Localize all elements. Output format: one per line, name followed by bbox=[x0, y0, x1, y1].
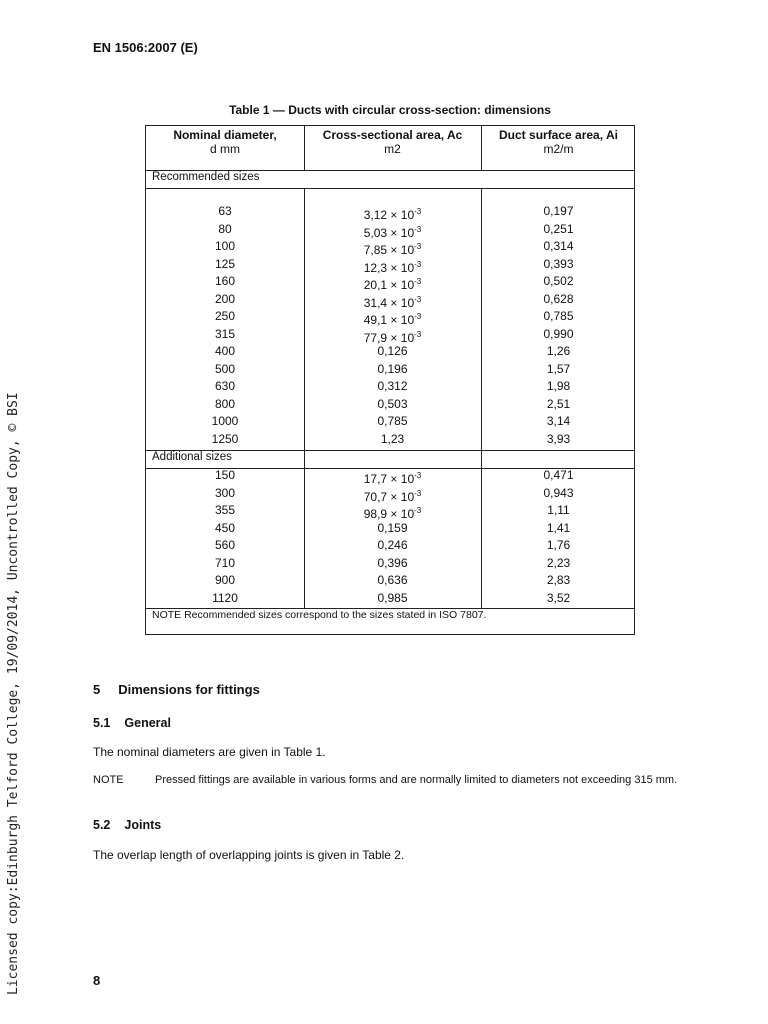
cell-diameter: 900 bbox=[214, 573, 236, 587]
section-title: General bbox=[124, 716, 171, 730]
cell-diameter: 800 bbox=[214, 396, 236, 411]
cell-surface: 0,990 bbox=[543, 326, 574, 341]
section-number: 5 bbox=[93, 682, 101, 697]
cell-area: $3,12 \times 10^{-3}$ bbox=[363, 207, 422, 222]
cell-surface: 0,197 bbox=[543, 204, 574, 218]
cell-surface: 1,41 bbox=[546, 520, 571, 535]
cell-surface: 0,471 bbox=[543, 468, 574, 482]
table-note: NOTE Recommended sizes correspond to the sizes stated in ISO 7807. bbox=[152, 609, 487, 621]
section-5-1-text: The nominal diameters are given in Table 1. bbox=[93, 745, 326, 759]
section-label-recommended: Recommended sizes bbox=[152, 171, 260, 183]
header-nominal-diameter bbox=[146, 128, 304, 156]
header-cross-sectional-area bbox=[304, 128, 481, 156]
header-unit: d mm bbox=[210, 142, 240, 156]
cell-surface: 1,98 bbox=[546, 379, 571, 393]
cell-area: $31,4 \times 10^{-3}$ bbox=[363, 294, 422, 310]
cell-area: $20,1 \times 10^{-3}$ bbox=[363, 277, 422, 292]
cell-area: 0,636 bbox=[377, 573, 408, 587]
cell-diameter: 710 bbox=[214, 555, 236, 570]
cell-surface: 0,785 bbox=[543, 309, 574, 323]
cell-area: 0,159 bbox=[377, 520, 408, 535]
cell-area: 0,785 bbox=[377, 414, 408, 428]
cell-surface: 0,314 bbox=[543, 239, 574, 253]
cell-diameter: 1000 bbox=[211, 414, 239, 428]
cell-area: 0,126 bbox=[377, 344, 408, 358]
section-5-heading bbox=[93, 682, 260, 697]
section-label-additional: Additional sizes bbox=[152, 451, 232, 463]
header-unit: m2/m bbox=[543, 142, 574, 156]
cell-area: $98,9 \times 10^{-3}$ bbox=[363, 506, 422, 521]
cell-area: $5,03 \times 10^{-3}$ bbox=[363, 224, 422, 240]
cell-surface: 0,943 bbox=[543, 485, 574, 500]
cell-diameter: 250 bbox=[214, 309, 236, 323]
cell-diameter: 150 bbox=[214, 468, 236, 482]
cell-area: 0,985 bbox=[377, 590, 408, 605]
header-title: Nominal diameter, bbox=[173, 128, 277, 142]
section-5-1-heading bbox=[93, 716, 171, 730]
section-5-2-heading bbox=[93, 818, 161, 832]
section-title: Dimensions for fittings bbox=[118, 682, 260, 697]
note-label: NOTE bbox=[93, 774, 124, 786]
cell-diameter: 300 bbox=[214, 485, 236, 500]
section-number: 5.2 bbox=[93, 818, 111, 832]
cell-surface: 0,502 bbox=[543, 274, 574, 288]
cell-surface: 1,11 bbox=[547, 503, 570, 517]
cell-diameter: 1120 bbox=[212, 590, 238, 605]
cell-surface: 0,628 bbox=[543, 291, 574, 306]
dimensions-table bbox=[145, 125, 635, 635]
section-number: 5.1 bbox=[93, 716, 111, 730]
cell-diameter: 125 bbox=[214, 256, 236, 271]
cell-diameter: 315 bbox=[214, 326, 236, 341]
section-5-1-note bbox=[93, 773, 693, 787]
header-title: Cross-sectional area, Ac bbox=[322, 128, 463, 142]
header-unit: m2 bbox=[384, 142, 401, 156]
cell-area: $77,9 \times 10^{-3}$ bbox=[363, 329, 422, 345]
cell-area: $17,7 \times 10^{-3}$ bbox=[363, 471, 422, 486]
cell-diameter: 450 bbox=[214, 520, 236, 535]
cell-diameter: 1250 bbox=[211, 431, 239, 446]
cell-diameter: 160 bbox=[214, 274, 236, 288]
cell-surface: 0,393 bbox=[543, 256, 574, 271]
cell-diameter: 63 bbox=[218, 204, 232, 218]
cell-surface: 2,83 bbox=[546, 573, 571, 587]
row-divider bbox=[146, 188, 634, 189]
table-caption: Table 1 — Ducts with circular cross-section: dimensions bbox=[229, 103, 551, 117]
cell-surface: 3,93 bbox=[546, 431, 571, 446]
cell-surface: 2,23 bbox=[546, 555, 571, 570]
license-watermark: Licensed copy:Edinburgh Telford College, 19/09/2014, Uncontrolled Copy, © BSI bbox=[6, 392, 21, 995]
cell-diameter: 560 bbox=[214, 538, 236, 552]
cell-area: 0,396 bbox=[377, 555, 408, 570]
cell-surface: 0,251 bbox=[543, 221, 574, 236]
cell-diameter: 400 bbox=[214, 344, 236, 358]
section-5-2-text: The overlap length of overlapping joints is given in Table 2. bbox=[93, 848, 405, 862]
cell-surface: 3,14 bbox=[546, 414, 571, 428]
cell-area: 0,196 bbox=[377, 361, 408, 376]
section-title: Joints bbox=[124, 818, 162, 832]
cell-area: 0,246 bbox=[377, 538, 408, 552]
cell-area: 1,23 bbox=[380, 431, 405, 446]
note-text: Pressed fittings are available in various forms and are normally limited to diameters not exceeding 315 mm. bbox=[155, 774, 678, 786]
cell-area: 0,312 bbox=[377, 379, 408, 393]
header-duct-surface-area bbox=[481, 128, 636, 156]
cell-diameter: 100 bbox=[214, 239, 236, 253]
cell-area: $12,3 \times 10^{-3}$ bbox=[363, 259, 422, 275]
cell-area: 0,503 bbox=[377, 396, 408, 411]
cell-surface: 2,51 bbox=[546, 396, 571, 411]
cell-surface: 3,52 bbox=[546, 590, 571, 605]
cell-area: $49,1 \times 10^{-3}$ bbox=[363, 312, 422, 327]
cell-diameter: 80 bbox=[218, 221, 232, 236]
cell-diameter: 630 bbox=[214, 379, 236, 393]
cell-diameter: 200 bbox=[214, 291, 236, 306]
cell-surface: 1,76 bbox=[546, 538, 571, 552]
cell-surface: 1,26 bbox=[546, 344, 571, 358]
cell-area: $7,85 \times 10^{-3}$ bbox=[363, 242, 422, 257]
cell-diameter: 355 bbox=[214, 503, 236, 517]
cell-area: $70,7 \times 10^{-3}$ bbox=[363, 488, 422, 504]
cell-diameter: 500 bbox=[214, 361, 236, 376]
page-number: 8 bbox=[93, 973, 101, 988]
header-title: Duct surface area, Ai bbox=[499, 128, 618, 142]
document-id: EN 1506:2007 (E) bbox=[93, 40, 198, 55]
cell-surface: 1,57 bbox=[546, 361, 571, 376]
